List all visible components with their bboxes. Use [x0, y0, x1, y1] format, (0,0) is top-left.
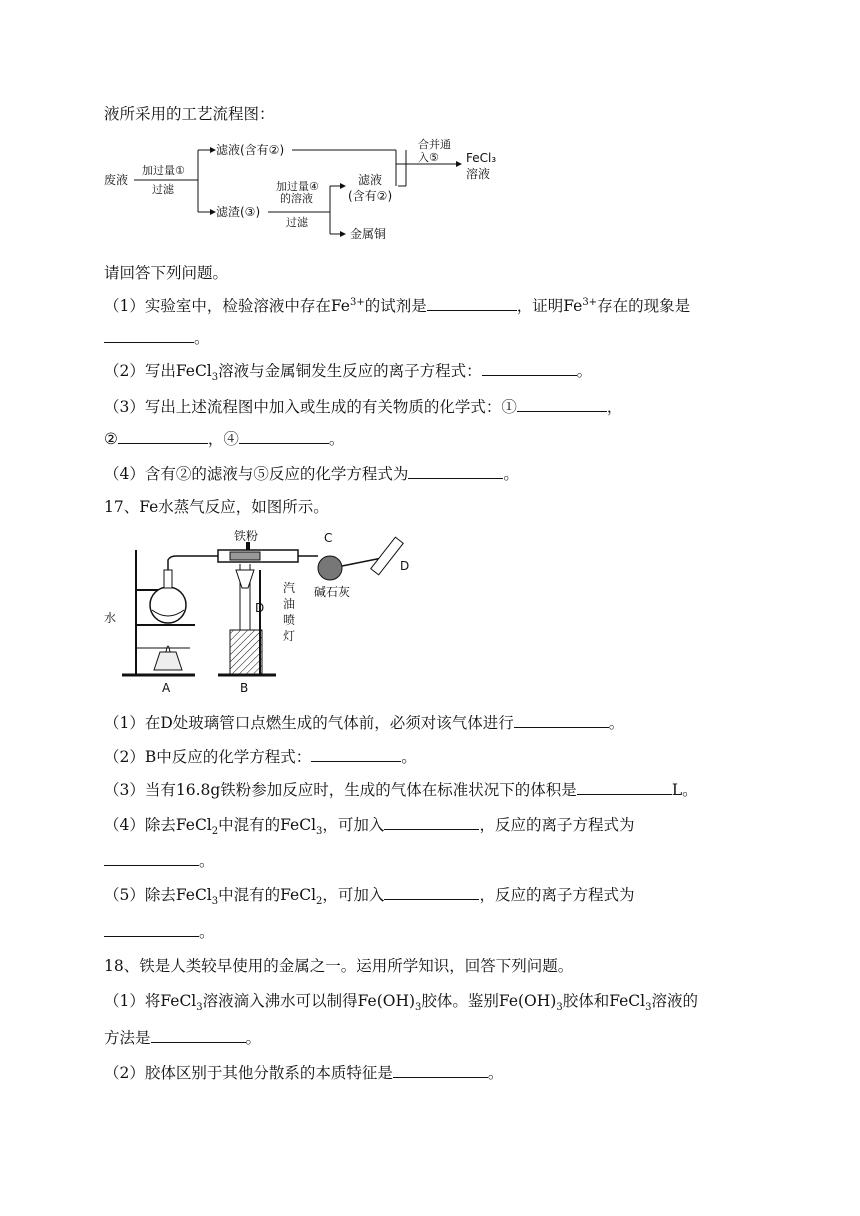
answer-blank[interactable] — [118, 429, 208, 444]
q16-3-text-a: （3）写出上述流程图中加入或生成的有关物质的化学式：① — [104, 398, 517, 416]
answer-blank[interactable] — [104, 922, 199, 937]
flow-step4-l1: 加过量④ — [276, 180, 319, 193]
subscript: 3 — [415, 1002, 422, 1014]
flow-step1-bottom: 过滤 — [152, 183, 174, 196]
q16-item-3 — [104, 396, 622, 418]
process-flow-chart — [100, 136, 520, 251]
q17-4-text-c: ，可加入 — [322, 816, 385, 834]
label-b: B — [240, 681, 249, 695]
q17-2-text-b: 。 — [401, 748, 417, 766]
flow-merge-l1: 合并通 — [418, 138, 451, 151]
flow-step1-top: 加过量① — [142, 164, 185, 177]
q16-item-1 — [104, 292, 690, 317]
q16-4-text-a: （4）含有②的滤液与⑤反应的化学方程式为 — [104, 465, 409, 483]
answer-blank[interactable] — [393, 1063, 488, 1078]
flow-copper: 金属铜 — [350, 227, 387, 241]
q16-item-1-cont — [104, 327, 210, 349]
q18-item-1 — [104, 990, 698, 1019]
intro-text: 液所采用的工艺流程图： — [104, 105, 275, 123]
q18-1-text-e: 溶液的 — [651, 992, 698, 1010]
q17-2-text-a: （2）B中反应的化学方程式： — [104, 748, 312, 766]
answer-blank[interactable] — [514, 713, 609, 728]
flow-product-l1: FeCl₃ — [466, 151, 497, 165]
q17-item-5 — [104, 884, 634, 913]
label-lamp-3: 喷 — [283, 613, 296, 627]
q17-5-text-c: ，可加入 — [322, 886, 385, 904]
q17-item-4 — [104, 814, 634, 843]
subscript: 3 — [556, 1002, 563, 1014]
answer-blank[interactable] — [517, 397, 607, 412]
label-lamp-2: 油 — [283, 597, 296, 611]
subscript: 2 — [316, 896, 323, 908]
q17-4-text-d: ，反应的离子方程式为 — [479, 816, 635, 834]
q16-3-text-e: 。 — [328, 430, 345, 448]
q16-1-text-b: 的试剂是 — [364, 297, 427, 316]
q18-1-text-a: （1）将FeCl — [104, 992, 197, 1010]
label-d-mid: D — [255, 601, 265, 615]
flow-filtrate-b1: 滤液 — [358, 173, 383, 187]
label-iron-powder: 铁粉 — [234, 530, 259, 543]
label-a: A — [162, 681, 171, 695]
answer-blank[interactable] — [384, 815, 479, 830]
answer-blank[interactable] — [384, 885, 479, 900]
flow-filtrate-b2: (含有②) — [348, 189, 393, 203]
q18-item-2 — [104, 1062, 503, 1084]
flow-waste: 废液 — [104, 173, 129, 187]
q16-item-4 — [104, 463, 519, 485]
label-soda-lime: 碱石灰 — [314, 585, 351, 599]
subscript: 3 — [645, 1002, 652, 1014]
q17-5-text-a: （5）除去FeCl — [104, 886, 212, 904]
subscript: 3 — [211, 372, 219, 384]
q17-5-text-e: 。 — [199, 923, 215, 941]
q18-1-text-d: 胶体和FeCl — [562, 992, 646, 1010]
answer-blank[interactable] — [151, 1028, 246, 1043]
q18-1-text-g: 。 — [245, 1029, 262, 1047]
q16-item-3-cont — [104, 428, 344, 450]
flow-merge-l2: 入⑤ — [418, 151, 439, 164]
q17-item-2 — [104, 746, 417, 768]
answer-blank[interactable] — [408, 464, 503, 479]
q16-3-text-c: ② — [104, 430, 118, 448]
label-water: 水 — [104, 611, 117, 625]
q16-1-text-d: 存在的现象是 — [597, 297, 691, 316]
answer-blank[interactable] — [311, 747, 401, 762]
q16-4-text-b: 。 — [503, 465, 519, 483]
label-lamp-1: 汽 — [283, 581, 296, 595]
q18-item-1-cont — [104, 1027, 261, 1049]
label-lamp-4: 灯 — [283, 629, 296, 643]
flow-step4-l2: 的溶液 — [280, 192, 313, 205]
q16-2-text-c: 。 — [576, 362, 593, 380]
q17-1-text-b: 。 — [608, 714, 625, 732]
q17-5-text-b: 中混有的FeCl — [218, 886, 317, 904]
q17-title: 17、Fe水蒸气反应，如图所示。 — [104, 498, 329, 516]
q17-4-text-b: 中混有的FeCl — [218, 816, 317, 834]
q16-item-2 — [104, 360, 592, 389]
q16-1-text-c: ，证明Fe — [516, 297, 583, 316]
answer-blank[interactable] — [104, 851, 199, 866]
q17-item-3 — [104, 779, 698, 801]
q17-1-text-a: （1）在D处玻璃管口点燃生成的气体前，必须对该气体进行 — [104, 714, 514, 732]
answer-blank[interactable] — [427, 296, 517, 311]
q17-item-1 — [104, 712, 624, 734]
flow-filtrate2: 滤液(含有②) — [216, 143, 285, 157]
q17-item-5-cont — [104, 921, 215, 943]
q18-1-text-b: 溶液滴入沸水可以制得Fe(OH) — [202, 992, 416, 1010]
q18-1-text-c: 胶体。鉴别Fe(OH) — [421, 992, 557, 1010]
answer-blank[interactable] — [482, 361, 577, 376]
q17-5-text-d: ，反应的离子方程式为 — [479, 886, 635, 904]
subscript: 3 — [196, 1002, 203, 1014]
flow-step4-l3: 过滤 — [286, 216, 308, 229]
label-c: C — [324, 531, 333, 545]
q18-2-text-b: 。 — [487, 1064, 504, 1082]
flow-product-l2: 溶液 — [466, 167, 491, 181]
q16-prompt: 请回答下列问题。 — [104, 264, 229, 282]
q16-1-text-a: （1）实验室中，检验溶液中存在Fe — [104, 297, 350, 316]
q16-2-text-b: 溶液与金属铜发生反应的离子方程式： — [218, 362, 482, 380]
q16-2-text-a: （2）写出FeCl — [104, 362, 212, 380]
q17-3-text-b: L。 — [671, 781, 698, 799]
q17-item-4-cont — [104, 850, 215, 872]
answer-blank[interactable] — [239, 429, 329, 444]
q16-3-text-b: ， — [606, 398, 623, 416]
q16-3-text-d: ，④ — [207, 430, 239, 448]
subscript: 2 — [211, 826, 219, 838]
apparatus-diagram — [100, 530, 430, 695]
q18-2-text-a: （2）胶体区别于其他分散系的本质特征是 — [104, 1064, 393, 1082]
flow-residue3: 滤渣(③) — [216, 205, 261, 219]
label-d-top: D — [400, 559, 410, 573]
q17-3-text-a: （3）当有16.8g铁粉参加反应时，生成的气体在标准状况下的体积是 — [104, 781, 577, 799]
q16-1-text-e: 。 — [194, 329, 210, 347]
q17-4-text-e: 。 — [199, 852, 215, 870]
q18-title: 18、铁是人类较早使用的金属之一。运用所学知识，回答下列问题。 — [104, 957, 574, 975]
fe-charge: 3+ — [582, 297, 598, 308]
answer-blank[interactable] — [104, 328, 194, 343]
q17-4-text-a: （4）除去FeCl — [104, 816, 212, 834]
subscript: 3 — [211, 896, 219, 908]
fe-charge: 3+ — [349, 297, 365, 308]
subscript: 3 — [316, 826, 323, 838]
q18-1-text-f: 方法是 — [104, 1029, 151, 1047]
answer-blank[interactable] — [577, 780, 672, 795]
